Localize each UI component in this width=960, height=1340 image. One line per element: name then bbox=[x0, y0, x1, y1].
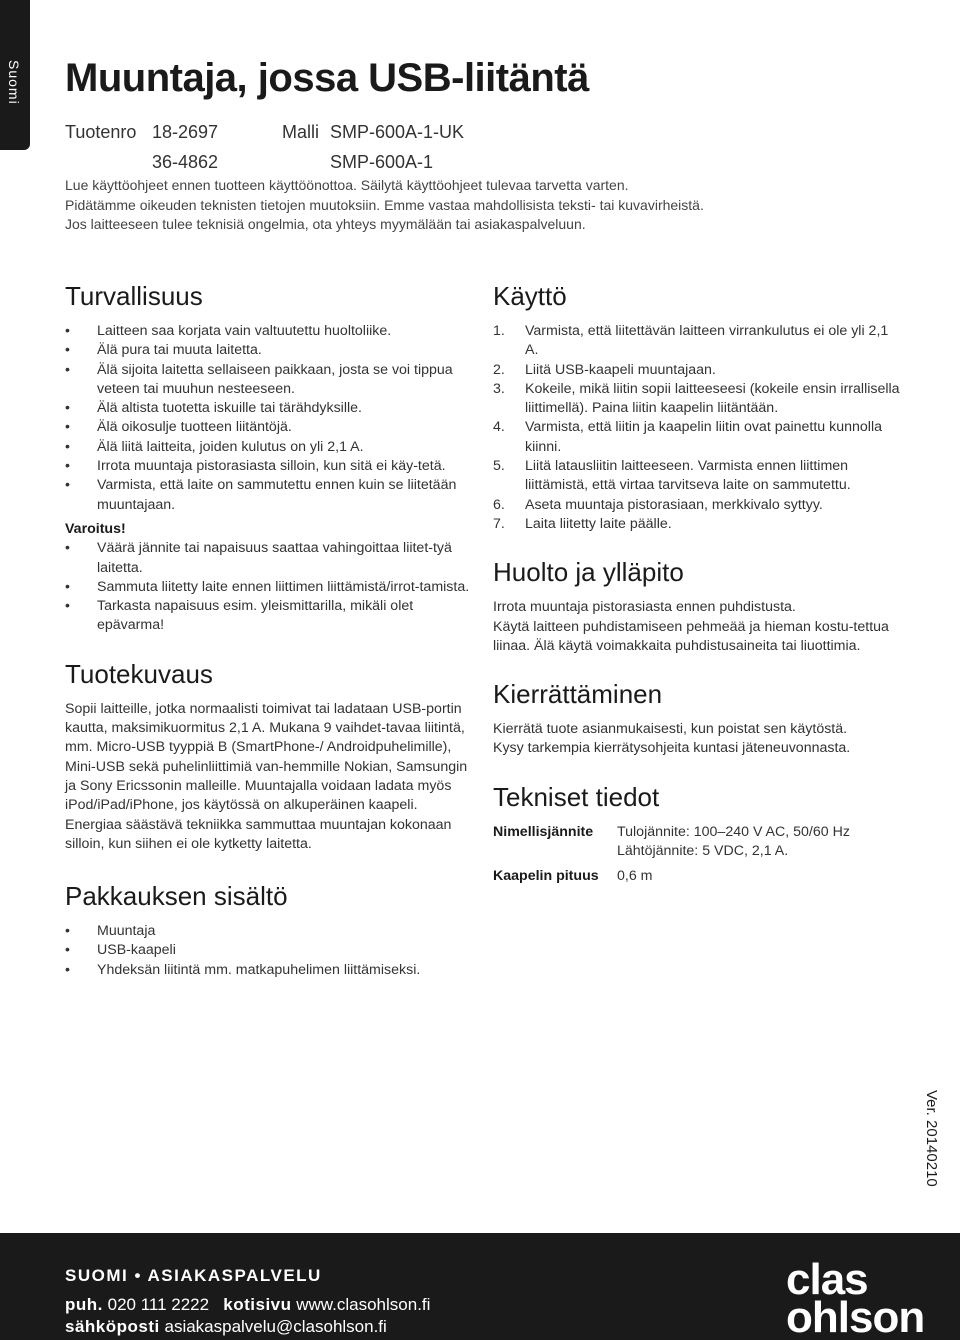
list-item: • Tarkasta napaisuus esim. yleismittarilla, mikäli olet epävarma! bbox=[65, 597, 475, 636]
logo-line: ohlson bbox=[786, 1293, 925, 1340]
web-label: kotisivu bbox=[223, 1295, 292, 1314]
malli-label: Malli bbox=[282, 121, 320, 142]
product-info bbox=[65, 117, 464, 177]
footer-title: SUOMI • ASIAKASPALVELU bbox=[65, 1266, 322, 1285]
footer-contact-line bbox=[65, 1295, 430, 1315]
voltage-in: Tulojännite: 100–240 V AC, 50/60 Hz bbox=[617, 823, 850, 840]
usage-section bbox=[493, 280, 903, 534]
language-tab bbox=[0, 0, 30, 150]
product-number: 36-4862 bbox=[152, 151, 219, 172]
phone-label: puh. bbox=[65, 1295, 103, 1314]
website-link[interactable]: www.clasohlson.fi bbox=[296, 1295, 431, 1314]
list-item: • Sammuta liitetty laite ennen liittimen liittämistä/irrot-tamista. bbox=[65, 578, 475, 597]
footer bbox=[0, 1233, 960, 1340]
recycling-heading: Kierrättäminen bbox=[493, 679, 663, 710]
cable-value: 0,6 m bbox=[617, 868, 653, 885]
list-item: • Muuntaja bbox=[65, 922, 475, 941]
intro-text bbox=[65, 176, 865, 235]
email-link[interactable]: asiakaspalvelu@clasohlson.fi bbox=[164, 1317, 387, 1336]
recycling-section bbox=[493, 678, 903, 759]
page-title: Muuntaja, jossa USB-liitäntä bbox=[65, 56, 589, 100]
tuotenro-label: Tuotenro bbox=[65, 121, 137, 142]
description-text: Sopii laitteille, jotka normaalisti toimivat tai ladataan USB-portin kautta, maksimikuormitus 2,1 A. Mukana 9 vaihdet-tavaa liitintä, mm. Micro-USB tyyppiä B (SmartPhone-/ Androidpuhelimille), Mini-USB sekä puhelinliittimiä van-hemmille Nokian, Samsungin ja Sony Ericssonin malleille. Muuntajalla voidaan ladata myös iPod/iPad/iPhone, jos käytössä on alkuperäinen kaapeli. bbox=[65, 700, 468, 814]
list-item: • Väärä jännite tai napaisuus saattaa vahingoittaa liitet-tyä laitetta. bbox=[65, 539, 475, 578]
maintenance-line: Irrota muuntaja pistorasiasta ennen puhdistusta. bbox=[493, 599, 796, 616]
maintenance-heading: Huolto ja ylläpito bbox=[493, 557, 684, 588]
safety-section bbox=[65, 280, 475, 636]
description-text-2: Energiaa säästävä tekniikka sammuttaa muuntajan kokonaan silloin, kun siihen ei ole kytketty laitetta. bbox=[65, 816, 452, 852]
list-item: • Irrota muuntaja pistorasiasta silloin, kun sitä ei käy-tetä. bbox=[65, 457, 475, 476]
step-item: 2. Liitä USB-kaapeli muuntajaan. bbox=[493, 361, 716, 378]
model-number: SMP-600A-1 bbox=[330, 151, 434, 172]
product-number: 18-2697 bbox=[152, 121, 219, 142]
specs-heading: Tekniset tiedot bbox=[493, 781, 660, 812]
voltage-values bbox=[617, 823, 903, 862]
safety-heading: Turvallisuus bbox=[65, 281, 203, 311]
specs-section bbox=[493, 781, 903, 887]
description-heading: Tuotekuvaus bbox=[65, 658, 213, 689]
list-item: • Laitteen saa korjata vain valtuutettu huoltoliike. bbox=[65, 322, 475, 341]
version-label: Ver. 20140210 bbox=[923, 1090, 940, 1187]
step-item: 7. Laita liitetty laite päälle. bbox=[493, 515, 672, 532]
recycling-line: Kysy tarkempia kierrätysohjeita kuntasi jäteneuvonnasta. bbox=[493, 740, 851, 757]
package-list bbox=[65, 922, 475, 980]
logo-line: clas bbox=[786, 1255, 868, 1304]
step-item: 1. Varmista, että liitettävän laitteen virrankulutus ei ole yli 2,1 A. bbox=[493, 323, 889, 359]
product-info-row bbox=[65, 147, 464, 177]
warning-list bbox=[65, 539, 475, 635]
brand-logo bbox=[786, 1255, 925, 1340]
list-item: • Älä oikosulje tuotteen liitäntöjä. bbox=[65, 418, 475, 437]
model-number: SMP-600A-1-UK bbox=[330, 121, 465, 142]
maintenance-line: Käytä laitteen puhdistamiseen pehmeää ja hieman kostu-tettua liinaa. Älä käytä voimakkaita puhdistusaineita tai liuottimia. bbox=[493, 618, 889, 654]
usage-heading: Käyttö bbox=[493, 281, 567, 311]
email-label: sähköposti bbox=[65, 1317, 160, 1336]
voltage-out: Lähtöjännite: 5 VDC, 2,1 A. bbox=[617, 843, 789, 860]
list-item: • Älä liitä laitteita, joiden kulutus on yli 2,1 A. bbox=[65, 438, 475, 457]
list-item: • USB-kaapeli bbox=[65, 941, 475, 960]
recycling-line: Kierrätä tuote asianmukaisesti, kun poistat sen käytöstä. bbox=[493, 721, 848, 738]
list-item: • Varmista, että laite on sammutettu ennen kuin se liitetään muuntajaan. bbox=[65, 476, 475, 515]
step-item: 6. Aseta muuntaja pistorasiaan, merkkivalo syttyy. bbox=[493, 496, 823, 513]
intro-line: Pidätämme oikeuden teknisten tietojen muutoksiin. Emme vastaa mahdollisista teksti- tai kuvavirheistä. bbox=[65, 196, 704, 213]
left-column bbox=[65, 280, 475, 980]
cable-label: Kaapelin pituus bbox=[493, 868, 599, 885]
step-item: 4. Varmista, että liitin ja kaapelin liitin ovat painettu kunnolla kiinni. bbox=[493, 419, 882, 455]
list-item: • Älä altista tuotetta iskuille tai tärähdyksille. bbox=[65, 399, 475, 418]
usage-steps bbox=[493, 322, 903, 534]
package-section bbox=[65, 880, 475, 980]
intro-line: Lue käyttöohjeet ennen tuotteen käyttöönottoa. Säilytä käyttöohjeet tulevaa tarvetta varten. bbox=[65, 177, 629, 193]
specs-table bbox=[493, 823, 903, 887]
phone-number: 020 111 2222 bbox=[107, 1295, 210, 1314]
package-heading: Pakkauksen sisältö bbox=[65, 881, 288, 912]
list-item: • Älä sijoita laitetta sellaiseen paikkaan, josta se voi tippua veteen tai muuhun nesteeseen. bbox=[65, 361, 475, 400]
list-item: • Älä pura tai muuta laitetta. bbox=[65, 341, 475, 360]
right-column bbox=[493, 280, 903, 887]
product-info-row bbox=[65, 117, 464, 147]
list-item: • Yhdeksän liitintä mm. matkapuhelimen liittämiseksi. bbox=[65, 961, 475, 980]
footer-email-line bbox=[65, 1317, 387, 1337]
maintenance-section bbox=[493, 556, 903, 656]
safety-list bbox=[65, 322, 475, 515]
description-section bbox=[65, 658, 475, 854]
voltage-label: Nimellisjännite bbox=[493, 823, 594, 840]
warning-title: Varoitus! bbox=[65, 520, 126, 537]
language-label: Suomi bbox=[6, 60, 22, 105]
step-item: 3. Kokeile, mikä liitin sopii laitteeseesi (kokeile ensin irrallisella liittimellä). Paina liitin kaapelin liitäntään. bbox=[493, 380, 900, 417]
step-item: 5. Liitä latausliitin laitteeseen. Varmista ennen liittimen liittämistä, että virtaa tarvitseva laite on sammutettu. bbox=[493, 458, 851, 494]
intro-line: Jos laitteeseen tulee teknisiä ongelmia, ota yhteys myymälään tai asiakaspalveluun. bbox=[65, 216, 586, 232]
